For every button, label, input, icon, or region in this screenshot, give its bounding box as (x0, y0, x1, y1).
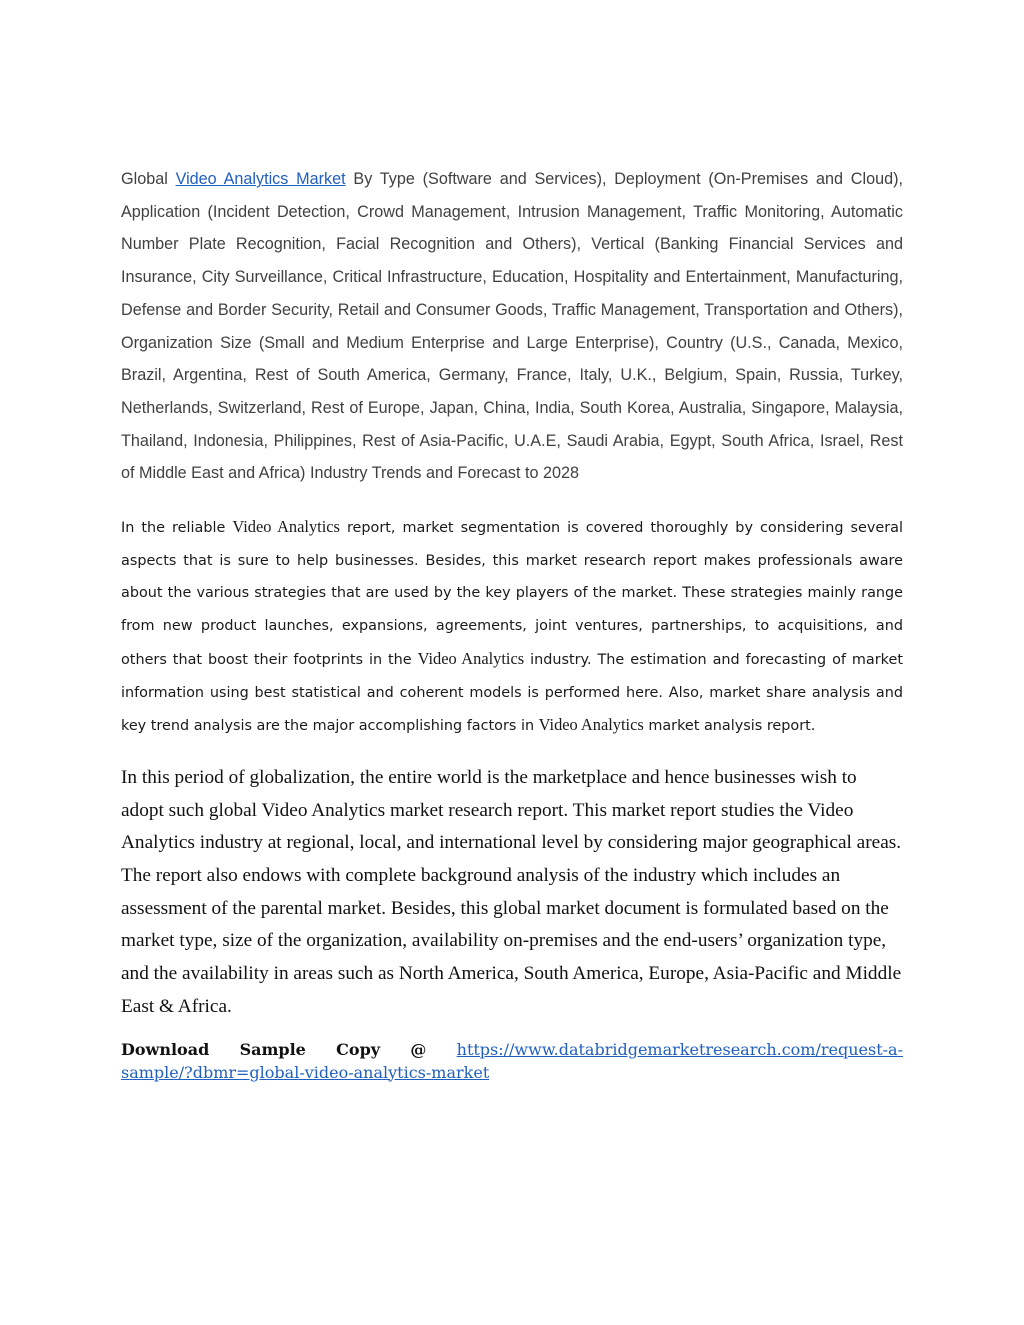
download-label: Download (121, 1039, 210, 1059)
intro-keyword-2: Video Analytics (417, 648, 525, 668)
title-paragraph (121, 163, 903, 490)
copy-label: Copy (336, 1039, 381, 1059)
globalization-keyword-1: Video Analytics (261, 799, 386, 821)
intro-text-2: report, market segmentation is covered thoroughly by considering several aspects that is sure to help businesses. Besides, this market research report makes professionals aware about the various strategies that are used by the key players of the market. These strategies mainly range from new product launches, expansions, agreements, joint ventures, partnerships, to acquisitions, and others that boost their footprints in the (121, 520, 903, 668)
sample-url-link-part1[interactable]: https://www.databridgemarketresearch.com/request-a- (456, 1039, 903, 1059)
video-analytics-market-link[interactable]: Video Analytics Market (175, 170, 346, 188)
globalization-keyword-2: Video Analytics (121, 799, 854, 854)
intro-text-4: market analysis report. (643, 718, 816, 735)
globalization-paragraph (121, 762, 903, 1024)
at-symbol: @ (410, 1039, 427, 1059)
download-sample-section (121, 1038, 903, 1084)
globalization-text-3: industry at regional, local, and international level by considering major geographical areas. The report also endows with complete background analysis of the industry which includes an assessment of the parental market. Besides, this global market document is formulated based on the market type, size of the organization, availability on-premises and the end-users’ organization type, and the availability in areas such as North America, South America, Europe, Asia-Pacific and Middle East & Africa. (121, 832, 902, 1017)
document-page (121, 163, 903, 1084)
intro-text-1: In the reliable (121, 520, 233, 537)
intro-text-3: industry. The estimation and forecasting of market information using best statistical and coherent models is performed here. Also, market share analysis and key trend analysis are the major accomplishing factors in (121, 651, 903, 735)
globalization-text-2: market research report. This market report studies the (385, 799, 808, 821)
globalization-text-1: In this period of globalization, the entire world is the marketplace and hence businesses wish to adopt such global (121, 766, 857, 821)
intro-keyword-3: Video Analytics (538, 715, 644, 735)
sample-label: Sample (239, 1039, 306, 1059)
title-prefix: Global (121, 170, 176, 188)
download-url-row2 (121, 1061, 903, 1084)
intro-keyword-1: Video Analytics (232, 517, 340, 537)
download-row (121, 1038, 903, 1061)
sample-url-link-part2[interactable]: sample/?dbmr=global-video-analytics-market (121, 1062, 490, 1082)
title-description: By Type (Software and Services), Deployment (On-Premises and Cloud), Application (Incident Detection, Crowd Management, Intrusion Management, Traffic Monitoring, Automatic Number Plate Recognition, Facial Recognition and Others), Vertical (Banking Financial Services and Insurance, City Surveillance, Critical Infrastructure, Education, Hospitality and Entertainment, Manufacturing, Defense and Border Security, Retail and Consumer Goods, Traffic Management, Transportation and Others), Organization Size (Small and Medium Enterprise and Large Enterprise), Country (U.S., Canada, Mexico, Brazil, Argentina, Rest of South America, Germany, France, Italy, U.K., Belgium, Spain, Russia, Turkey, Netherlands, Switzerland, Rest of Europe, Japan, China, India, South Korea, Australia, Singapore, Malaysia, Thailand, Indonesia, Philippines, Rest of Asia-Pacific, U.A.E, Saudi Arabia, Egypt, South Africa, Israel, Rest of Middle East and Africa) Industry Trends and Forecast to 2028 (121, 170, 903, 483)
intro-paragraph (121, 511, 903, 743)
